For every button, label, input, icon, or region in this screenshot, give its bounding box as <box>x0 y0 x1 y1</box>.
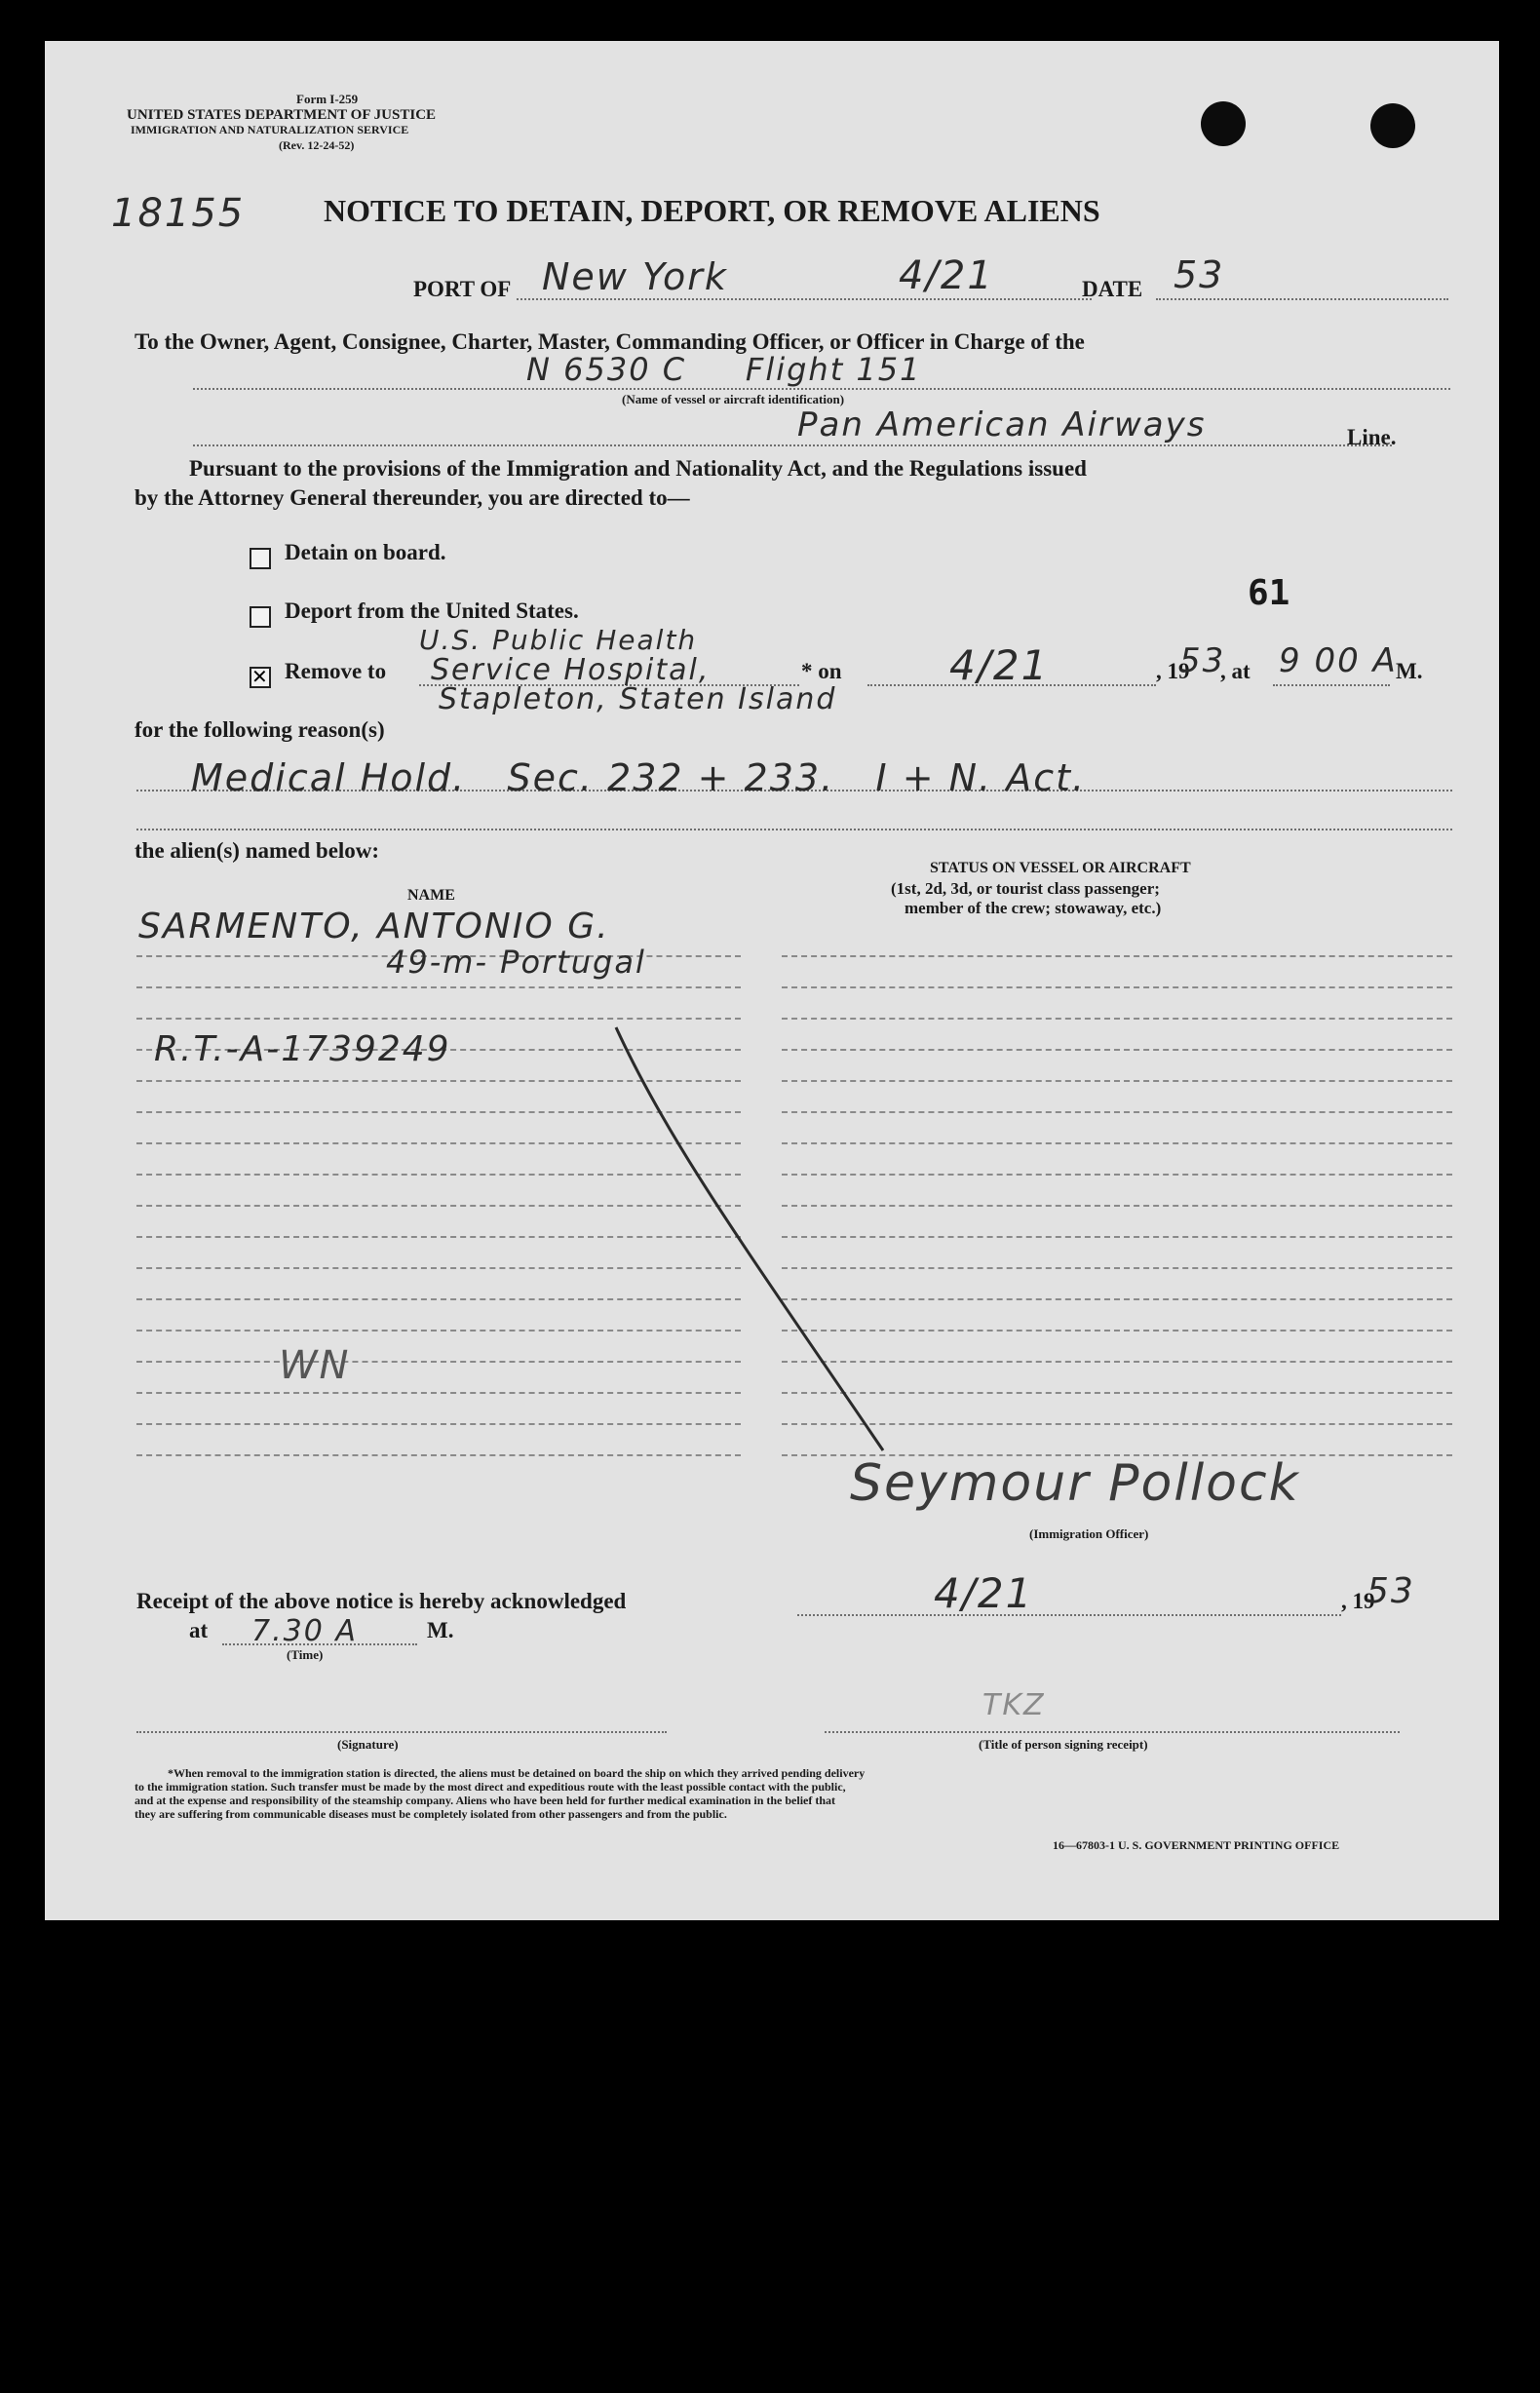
reason-label: for the following reason(s) <box>135 717 385 742</box>
punch-hole-right <box>1370 103 1415 148</box>
line-value: Pan American Airways <box>797 405 1207 444</box>
title-value: TKZ <box>982 1688 1046 1722</box>
owner-text: To the Owner, Agent, Consignee, Charter, Master, Commanding Officer, or Officer in Charge of the <box>135 329 1085 354</box>
pursuant-line-1: Pursuant to the provisions of the Immigration and Nationality Act, and the Regulations issued <box>189 456 1087 481</box>
detain-label: Detain on board. <box>285 540 446 564</box>
status-rule <box>782 1174 1452 1176</box>
port-date: 4/21 <box>899 253 994 298</box>
receipt-year-prefix: , 19 <box>1341 1589 1375 1613</box>
receipt-at-label: at <box>189 1618 209 1642</box>
service-line: IMMIGRATION AND NATURALIZATION SERVICE <box>131 123 409 136</box>
status-rule <box>782 1111 1452 1113</box>
vessel-line <box>193 388 1450 390</box>
on-date: 4/21 <box>949 641 1050 689</box>
on-year: 53 <box>1179 641 1226 680</box>
punch-hole-left <box>1201 101 1246 146</box>
file-number: 18155 <box>111 191 246 236</box>
status-rule <box>782 955 1452 957</box>
status-rule <box>782 1236 1452 1238</box>
page-title: NOTICE TO DETAIN, DEPORT, OR REMOVE ALIENS <box>324 193 1100 228</box>
officer-caption: (Immigration Officer) <box>1029 1526 1149 1541</box>
detain-checkbox[interactable] <box>250 548 271 569</box>
line-label: Line. <box>1347 425 1397 449</box>
status-rule <box>782 1205 1452 1207</box>
deport-label: Deport from the United States. <box>285 598 579 623</box>
receipt-date-line <box>797 1614 1341 1616</box>
status-rule <box>782 1142 1452 1144</box>
form-page <box>45 41 1499 1920</box>
status-rule <box>782 1049 1452 1051</box>
reason-line-2 <box>136 829 1452 830</box>
name-rule <box>136 1267 741 1269</box>
m-label: M. <box>1396 659 1423 683</box>
date-year: 53 <box>1174 253 1225 296</box>
signature-caption: (Signature) <box>337 1737 399 1752</box>
remove-time: 9 00 A <box>1279 641 1398 680</box>
on-label: * on <box>801 659 842 683</box>
name-rule <box>136 1142 741 1144</box>
name-rule <box>136 1080 741 1082</box>
receipt-time: 7.30 A <box>251 1614 358 1648</box>
status-rule <box>782 1330 1452 1332</box>
name-rule <box>136 1298 741 1300</box>
port-value: New York <box>542 255 728 298</box>
print-code: 16—67803-1 U. S. GOVERNMENT PRINTING OFFICE <box>1053 1838 1340 1852</box>
status-rule <box>782 986 1452 988</box>
remove-place-1: U.S. Public Health <box>419 624 698 656</box>
name-rule <box>136 1018 741 1020</box>
remove-place-3: Stapleton, Staten Island <box>439 682 837 716</box>
vessel-caption: (Name of vessel or aircraft identification) <box>622 392 845 406</box>
status-rule <box>782 1361 1452 1363</box>
name-header: NAME <box>407 887 455 904</box>
footnote-line-1: *When removal to the immigration station is directed, the aliens must be detained on board the ship on which they arrived pending delivery <box>168 1766 866 1780</box>
status-rule <box>782 1267 1452 1269</box>
receipt-text: Receipt of the above notice is hereby acknowledged <box>136 1589 627 1613</box>
aliens-label: the alien(s) named below: <box>135 838 380 863</box>
form-number: Form I-259 <box>296 92 359 106</box>
name-rule <box>136 1111 741 1113</box>
status-subheader-1: (1st, 2d, 3d, or tourist class passenger; <box>891 879 1160 898</box>
officer-signature: Seymour Pollock <box>850 1454 1300 1513</box>
alien-initials: WN <box>279 1343 351 1388</box>
status-rule <box>782 1080 1452 1082</box>
alien-details: 49-m- Portugal <box>386 944 646 981</box>
name-rule <box>136 1361 741 1363</box>
name-rule <box>136 1392 741 1394</box>
name-rule <box>136 986 741 988</box>
alien-name: SARMENTO, ANTONIO G. <box>138 907 610 946</box>
receipt-year: 53 <box>1367 1571 1415 1611</box>
status-subheader-2: member of the crew; stowaway, etc.) <box>905 899 1162 917</box>
receipt-date: 4/21 <box>934 1569 1034 1617</box>
margin-number: 61 <box>1248 573 1290 613</box>
reason-value: Medical Hold. Sec. 232 + 233. I + N. Act. <box>191 756 1087 799</box>
deport-checkbox[interactable] <box>250 606 271 628</box>
footnote-line-4: they are suffering from communicable diseases must be completely isolated from other passengers and from the public. <box>135 1807 727 1821</box>
title-line <box>825 1731 1400 1733</box>
footnote-line-2: to the immigration station. Such transfer must be made by the most direct and expeditious route with the least possible contact with the public, <box>135 1780 846 1794</box>
remove-checkbox[interactable] <box>250 667 271 688</box>
status-header: STATUS ON VESSEL OR AIRCRAFT <box>930 860 1191 876</box>
on-year-prefix: , 19 <box>1156 659 1190 683</box>
revision-line: (Rev. 12-24-52) <box>279 138 355 152</box>
at-label: , at <box>1220 659 1251 683</box>
vessel-value: N 6530 C Flight 151 <box>526 351 922 388</box>
name-rule <box>136 1454 741 1456</box>
name-rule <box>136 1330 741 1332</box>
port-label: PORT OF <box>413 277 512 301</box>
department-line: UNITED STATES DEPARTMENT OF JUSTICE <box>127 107 437 123</box>
alien-reference: R.T.-A-1739249 <box>154 1029 451 1069</box>
name-rule <box>136 1236 741 1238</box>
time-line <box>1273 684 1390 686</box>
date-label: DATE <box>1082 277 1143 301</box>
status-rule <box>782 1423 1452 1425</box>
footnote-line-3: and at the expense and responsibility of the steamship company. Aliens who have been held for further medical examination in the belief that <box>135 1794 836 1807</box>
name-rule <box>136 1174 741 1176</box>
title-caption: (Title of person signing receipt) <box>979 1737 1148 1752</box>
pursuant-line-2: by the Attorney General thereunder, you are directed to— <box>135 485 690 510</box>
name-rule <box>136 1423 741 1425</box>
status-rule <box>782 1392 1452 1394</box>
time-caption: (Time) <box>287 1647 324 1662</box>
remove-place-2: Service Hospital, <box>431 653 711 687</box>
status-rule <box>782 1018 1452 1020</box>
receipt-m-label: M. <box>427 1618 454 1642</box>
remove-label: Remove to <box>285 659 387 683</box>
line-name-line <box>193 444 1392 446</box>
signature-line <box>136 1731 667 1733</box>
port-line <box>517 298 1092 300</box>
status-rule <box>782 1298 1452 1300</box>
date-line <box>1156 298 1448 300</box>
name-rule <box>136 1205 741 1207</box>
